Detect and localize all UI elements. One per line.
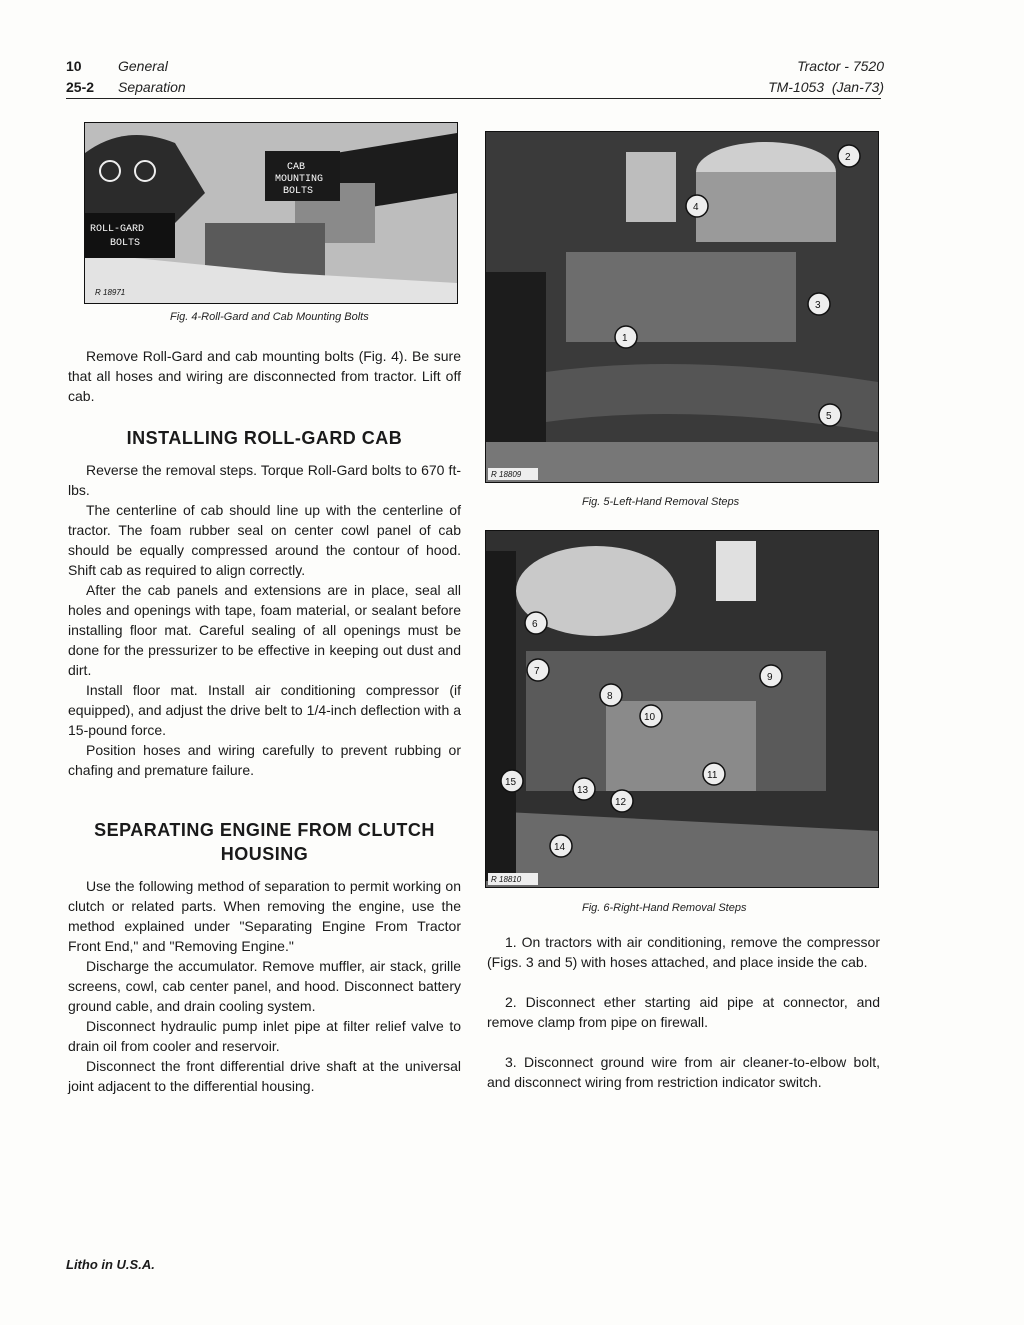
fig4-label-mounting: MOUNTING [275,174,324,185]
sub-title: Separation [118,79,186,95]
page-number: 10 [66,58,82,74]
intro-text: Remove Roll-Gard and cab mounting bolts (Fig. 4). Be sure that all hoses and wiring are disconnected from tractor. Lift off cab. [68,348,461,404]
sub-number: 25-2 [66,79,95,95]
fig4-label-bolts: BOLTS [283,186,314,197]
fig4-label-roll-gard: ROLL-GARD [90,224,145,235]
install-paragraph: Position hoses and wiring carefully to prevent rubbing or chafing and premature failure. [68,742,461,778]
heading-installing-roll-gard-cab: INSTALLING ROLL-GARD CAB [126,428,403,448]
litho-footer: Litho in U.S.A. [66,1257,155,1272]
fig5-code: R 18809 [491,470,522,479]
fig5-photo [485,131,879,483]
manual-number: TM-1053 (Jan-73) [768,79,884,95]
separate-paragraph: Disconnect the front differential drive shaft at the universal joint adjacent to the differential housing. [68,1058,461,1094]
header-rule [66,98,881,99]
removal-steps [487,932,880,1112]
fig5-callout: 2 [845,152,851,163]
separate-paragraph: Disconnect hydraulic pump inlet pipe at filter relief valve to drain oil from cooler and reservoir. [68,1018,461,1054]
fig5-callout: 4 [693,202,699,213]
fig4-label-cab: CAB [287,162,306,173]
fig6-callout: 11 [707,770,718,781]
step-item: 1. On tractors with air conditioning, remove the compressor (Figs. 3 and 5) with hoses attached, and place inside the cab. [487,934,880,970]
fig6-callout: 8 [607,691,613,702]
separate-paragraph: Discharge the accumulator. Remove muffler, air stack, grille screens, cowl, cab center panel, and hood. Disconnect battery ground cable, and drain cooling system. [68,958,461,1014]
fig6-callout: 7 [534,666,540,677]
fig4-code: R 18971 [95,288,126,297]
step-item: 2. Disconnect ether starting aid pipe at connector, and remove clamp from pipe on firewall. [487,994,880,1030]
fig4-caption: Fig. 4-Roll-Gard and Cab Mounting Bolts [170,311,369,323]
install-paragraph: Reverse the removal steps. Torque Roll-Gard bolts to 670 ft-lbs. [68,462,461,498]
separate-section [68,876,461,1096]
install-paragraph: The centerline of cab should line up with the centerline of tractor. The foam rubber seal on center cowl panel of cab should be equally compressed around the contour of hood. Shift cab as required to align correctly. [68,502,461,578]
install-section [68,460,461,780]
fig4-photo [84,122,458,304]
fig6-callout: 6 [532,619,538,630]
section-title: General [118,58,168,74]
install-paragraph: Install floor mat. Install air conditioning compressor (if equipped), and adjust the drive belt to 1/4-inch deflection with a 15-pound force. [68,682,461,738]
heading-separating-engine: SEPARATING ENGINE FROM CLUTCH HOUSING [94,820,435,864]
fig4-label-roll-bolts: BOLTS [110,238,141,249]
fig6-callout: 14 [554,842,566,853]
fig6-photo [485,530,879,888]
intro-paragraph [68,346,461,406]
fig6-callout: 13 [577,785,589,796]
fig5-caption: Fig. 5-Left-Hand Removal Steps [582,496,740,508]
fig6-code: R 18810 [491,875,522,884]
fig5-callout: 1 [622,333,628,344]
step-item: 3. Disconnect ground wire from air cleaner-to-elbow bolt, and disconnect wiring from restriction indicator switch. [487,1054,880,1090]
fig6-callout: 12 [615,797,627,808]
fig6-caption: Fig. 6-Right-Hand Removal Steps [582,902,747,914]
fig5-callout: 3 [815,300,821,311]
install-paragraph: After the cab panels and extensions are in place, seal all holes and openings with tape, foam material, or sealant before installing floor mat. Careful sealing of all openings must be done for the pressurizer to be effective in keeping out dust and dirt. [68,582,461,678]
fig6-callout: 10 [644,712,656,723]
fig5-callout: 5 [826,411,832,422]
separate-paragraph: Use the following method of separation to permit working on clutch or related parts. When removing the engine, use the method explained under "Separating Engine From Tractor Front End," and "Removing Engine." [68,878,461,954]
tractor-model: Tractor - 7520 [797,58,884,74]
fig6-callout: 15 [505,777,517,788]
fig6-callout: 9 [767,672,773,683]
